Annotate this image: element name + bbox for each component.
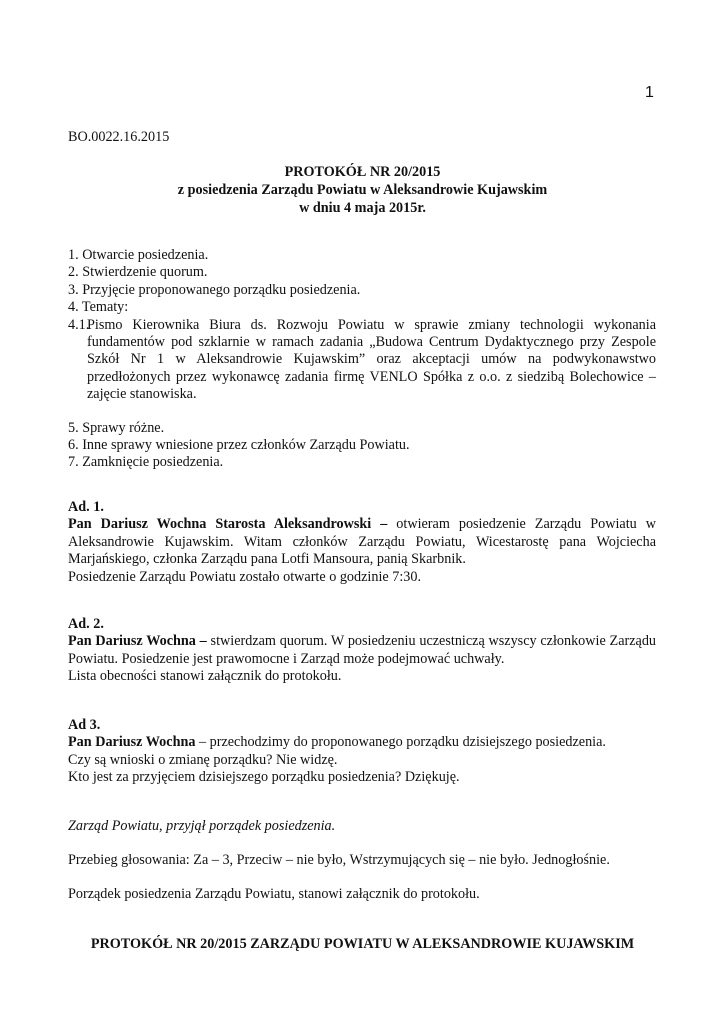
agenda-subitem-number: 4.1.: [68, 316, 90, 333]
section-ad-1: [68, 499, 656, 586]
agenda-item-4-1: [68, 317, 656, 404]
vote-result: Przebieg głosowania: Za – 3, Przeciw – nie było, Wstrzymujących się – nie było. Jednogłośnie.: [68, 852, 610, 868]
speaker-name: Pan Dariusz Wochna –: [68, 633, 207, 650]
page-footer: PROTOKÓŁ NR 20/2015 ZARZĄDU POWIATU W ALEKSANDROWIE KUJAWSKIM: [90, 936, 635, 952]
title-line-2: z posiedzenia Zarządu Powiatu w Aleksandrowie Kujawskim: [177, 182, 548, 198]
speech-text: – przechodzimy do proponowanego porządku dzisiejszego posiedzenia.: [195, 734, 606, 751]
section-line: Posiedzenie Zarządu Powiatu zostało otwarte o godzinie 7:30.: [68, 568, 422, 585]
speech-text: otwieram posiedzenie Zarządu Powiatu w Aleksandrowie Kujawskim. Witam członków Zarządu Powiatu, Wicestarostę pana Wojciecha Marjańskiego, członka Zarządu pana Lotfi Mansoura, panią Skarbnik.: [68, 516, 656, 568]
title-line-1: PROTOKÓŁ NR 20/2015: [284, 164, 441, 180]
section-line: Kto jest za przyjęciem dzisiejszego porządku posiedzenia? Dziękuję.: [68, 769, 460, 786]
section-heading: Ad. 1.: [68, 499, 104, 515]
agenda-item-5: 5. Sprawy różne.: [68, 419, 165, 436]
section-line: Lista obecności stanowi załącznik do protokołu.: [68, 668, 342, 685]
section-ad-2: [68, 616, 656, 686]
section-heading: Ad 3.: [68, 717, 101, 733]
attachment-note: Porządek posiedzenia Zarządu Powiatu, stanowi załącznik do protokołu.: [68, 886, 480, 902]
agenda-list: [68, 247, 656, 472]
section-line: Czy są wnioski o zmianę porządku? Nie widzę.: [68, 751, 338, 768]
agenda-item-7: 7. Zamknięcie posiedzenia.: [68, 454, 224, 471]
agenda-item-1: 1. Otwarcie posiedzenia.: [68, 247, 209, 263]
speaker-name: Pan Dariusz Wochna Starosta Aleksandrowski –: [68, 516, 388, 533]
agenda-subitem-text: Pismo Kierownika Biura ds. Rozwoju Powiatu w sprawie zmiany technologii wykonania fundamentów pod szklarnie w ramach zadania „Budowa Centrum Dydaktycznego przy Zespole Szkół Nr 1 w Aleksandrowie Kujawskim” oraz akceptacji umów na podwykonawstwo przedłożonych przez wykonawcę zadania firmę VENLO Spółka z o.o. z siedzibą Bolechowice – zajęcie stanowiska.: [87, 316, 656, 403]
agenda-item-3: 3. Przyjęcie proponowanego porządku posiedzenia.: [68, 281, 361, 298]
speaker-name: Pan Dariusz Wochna: [68, 734, 196, 751]
section-ad-3: [68, 717, 656, 787]
section-paragraph: [68, 734, 656, 751]
page-number: 1: [645, 84, 654, 101]
document-title: [0, 163, 725, 217]
document-id: BO.0022.16.2015: [68, 129, 170, 145]
section-paragraph: [68, 633, 656, 668]
agenda-item-4: 4. Tematy:: [68, 299, 129, 316]
agenda-item-2: 2. Stwierdzenie quorum.: [68, 264, 208, 281]
title-line-3: w dniu 4 maja 2015r.: [299, 200, 426, 216]
agenda-item-6: 6. Inne sprawy wniesione przez członków Zarządu Powiatu.: [68, 437, 410, 454]
section-heading: Ad. 2.: [68, 616, 104, 632]
section-paragraph: [68, 516, 656, 568]
decision-text: Zarząd Powiatu, przyjął porządek posiedzenia.: [68, 818, 336, 834]
speech-text: stwierdzam quorum. W posiedzeniu uczestniczą wszyscy członkowie Zarządu Powiatu. Posiedzenie jest prawomocne i Zarząd może podejmować uchwały.: [68, 633, 657, 667]
